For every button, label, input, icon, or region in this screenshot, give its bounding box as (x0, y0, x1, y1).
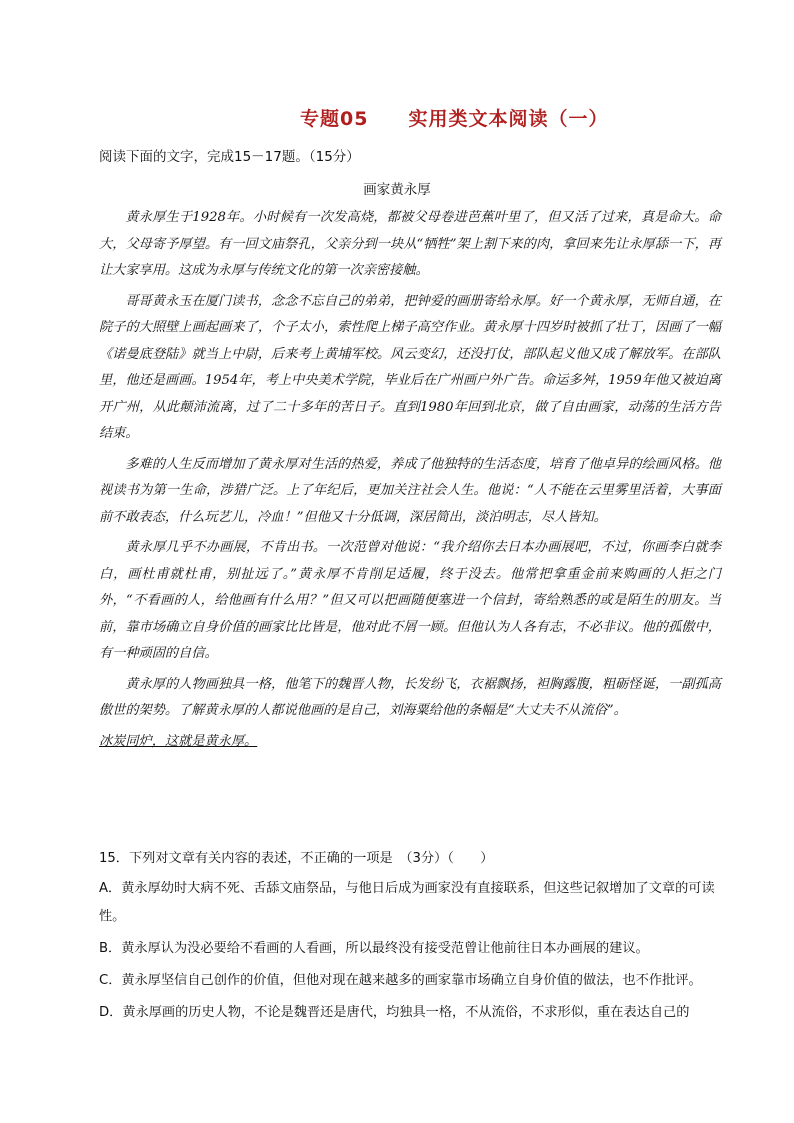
article-paragraph: 黄永厚几乎不办画展，不肯出书。一次范曾对他说：“我介绍你去日本办画展吧，不过，你画李白就李白，画杜甫就杜甫，别扯远了。”黄永厚不肯削足适履，终于没去。他常把拿重金前来购画的人拒之门外，“不看画的人，给他画有什么用？”但又可以把画随便塞进一个信封，寄给熟悉的或是陌生的朋友。当前，靠市场确立自身价值的画家比比皆是，他对此不屑一顾。但他认为人各有志，不必非议。他的孤傲中，有一种顽固的自信。 (99, 540, 721, 661)
page-title: 专题05 实用类文本阅读（一） (300, 108, 609, 130)
article-paragraph: 黄永厚生于1928年。小时候有一次发高烧，都被父母卷进芭蕉叶里了，但又活了过来，真是命大。命大，父母寄予厚望。有一回文庙祭孔，父亲分到一块从“牺牲”架上割下来的肉，拿回来先让永厚舔一下，再让大家享用。这成为永厚与传统文化的第一次亲密接触。 (99, 210, 721, 278)
article-title: 画家黄永厚 (363, 182, 431, 198)
article-body (99, 205, 721, 759)
article-paragraph: 哥哥黄永玉在厦门读书，念念不忘自己的弟弟，把钟爱的画册寄给永厚。好一个黄永厚，无师自通，在院子的大照壁上画起画来了，个子太小，索性爬上梯子高空作业。黄永厚十四岁时被抓了壮丁，因画了一幅《诺曼底登陆》就当上中尉，后来考上黄埔军校。风云变幻，还没打仗，部队起义他又成了解放军。在部队里，他还是画画。1954年，考上中央美术学院，毕业后在广州画户外广告。命运多舛，1959年他又被迫离开广州，从此颠沛流离，过了二十多年的苦日子。直到1980年回到北京，做了自由画家，动荡的生活方告结束。 (99, 293, 721, 441)
question-15 (99, 845, 721, 1031)
reading-instruction: 阅读下面的文字，完成15－17题。（15分） (99, 149, 360, 165)
article-paragraph: 多难的人生反而增加了黄永厚对生活的热爱，养成了他独特的生活态度，培育了他卓异的绘画风格。他视读书为第一生命，涉猎广泛。上了年纪后，更加关注社会人生。他说：“人不能在云里雾里活着，大事面前不敢表态，什么玩艺儿，冷血！”但他又十分低调，深居简出，淡泊明志，尽人皆知。 (99, 456, 721, 525)
question-stem: 15．下列对文章有关内容的表述，不正确的一项是 （3分）（ ） (99, 851, 494, 866)
question-option-c: C．黄永厚坚信自己创作的价值，但他对现在越来越多的画家靠市场确立自身价值的做法，也不作批评。 (99, 973, 702, 988)
question-option-a: A．黄永厚幼时大病不死、舌舔文庙祭品，与他日后成为画家没有直接联系，但这些记叙增加了文章的可读性。 (99, 881, 715, 924)
question-option-b: B．黄永厚认为没必要给不看画的人看画，所以最终没有接受范曾让他前往日本办画展的建议。 (99, 941, 649, 956)
article-closing-line: 冰炭同炉，这就是黄永厚。 (99, 733, 258, 749)
article-paragraph: 黄永厚的人物画独具一格，他笔下的魏晋人物，长发纷飞，衣裾飘扬，袒胸露腹，粗砺怪诞，一副孤高傲世的架势。了解黄永厚的人都说他画的是自己，刘海粟给他的条幅是“大丈夫不从流俗”。 (99, 676, 721, 718)
question-option-d: D．黄永厚画的历史人物，不论是魏晋还是唐代，均独具一格，不从流俗，不求形似，重在表达自己的 (99, 1005, 690, 1020)
